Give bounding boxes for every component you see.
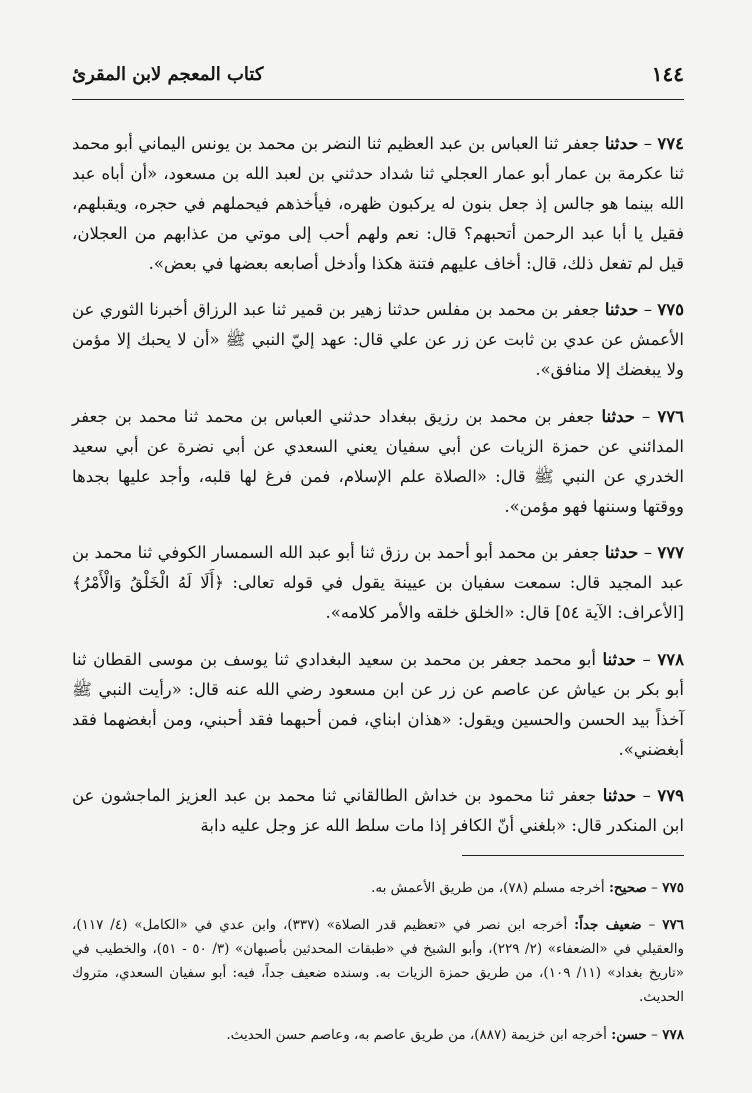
hadith-lead: حدثنا <box>601 406 635 426</box>
page-header <box>72 60 684 90</box>
hadith-777: ٧٧٧ – حدثنا جعفر بن محمد أبو أحمد بن رزق ثنا أبو عبد الله السمسار الكوفي ثنا محمد بن عبد المجيد قال: سمعت سفيان بن عيينة يقول في قوله تعالى: ﴿أَلَا لَهُ الْخَلْقُ وَالْأَمْرُ﴾ [الأعراف: الآية ٥٤] قال: «الخلق خلقه والأمر كلامه». <box>72 543 684 622</box>
hadith-775: ٧٧٥ – حدثنا جعفر بن محمد بن مفلس حدثنا زهير بن قمير ثنا عبد الرزاق أخبرنا الثوري عن الأعمش عن عدي بن ثابت عن زر عن علي قال: عهد إليّ النبي ﷺ «أن لا يحبك إلا مؤمن ولا يبغضك إلا منافق». <box>72 300 685 379</box>
hadith-774: ٧٧٤ – حدثنا جعفر ثنا العباس بن عبد العظيم ثنا النضر بن محمد بن يونس اليماني أبو محمد ثنا عكرمة بن عمار أبو عمار العجلي ثنا شداد حدثني بن لعبد الله بن مسعود، «أن أباه عبد الله بينما هو جالس إذ جعل بنون له يركبون ظهره، فيأخذهم فيحملهم في حجره، ويقبلهم، فقيل يا أبا عبد الرحمن أتحبهم؟ قال: نعم ولهم أحب إلى موتي من عذابهم من العجلان، قيل لم تفعل ذلك، قال: أخاف عليهم فتنة هكذا وأدخل أصابعه بعضها في بعض». <box>72 133 684 273</box>
book-title: كتاب المعجم لابن المقرئ <box>72 64 264 85</box>
hadith-lead: حدثنا <box>602 649 636 669</box>
main-text <box>72 112 684 849</box>
footnote-776: ٧٧٦ – ضعيف جداً: أخرجه ابن نصر في «تعظيم قدر الصلاة» (٣٣٧)، وابن عدي في «الكامل» (٤/ ١١٧)، والعقيلي في «الضعفاء» (٢/ ٢٢٩)، وأبو الشيخ في «طبقات المحدثين بأصبهان» (٣/ ٥٠ - ٥١)، والخطيب في «تاريخ بغداد» (١١/ ١٠٩)، من طريق حمزة الزيات به. وسنده ضعيف جداً، فيه: أبو سفيان السعدي، متروك الحديث. <box>72 917 685 1005</box>
header-divider <box>72 99 684 100</box>
footnote-text: أخرجه ابن نصر في «تعظيم قدر الصلاة» (٣٣٧)، وابن عدي في «الكامل» (٤/ ١١٧)، والعقيلي في «الضعفاء» (٢/ ٢٢٩)، وأبو الشيخ في «طبقات المحدثين بأصبهان» (٣/ ٥٠ - ٥١)، والخطيب في «تاريخ بغداد» (١١/ ١٠٩)، من طريق حمزة الزيات به. وسنده ضعيف جداً، فيه: أبو سفيان السعدي، متروك الحديث. <box>72 917 685 1005</box>
hadith-number: ٧٧٩ <box>657 786 684 805</box>
hadith-text: جعفر ثنا العباس بن عبد العظيم ثنا النضر بن محمد بن يونس اليماني أبو محمد ثنا عكرمة بن عمار أبو عمار العجلي ثنا شداد حدثني بن لعبد الله بن مسعود، «أن أباه عبد الله بينما هو جالس إذ جعل بنون له يركبون ظهره، فيأخذهم فيحملهم في حجره، ويقبلهم، فقيل يا أبا عبد الرحمن أتحبهم؟ قال: نعم ولهم أحب إلى موتي من عذابهم من العجلان، قيل لم تفعل ذلك، قال: أخاف عليهم فتنة هكذا وأدخل أصابعه بعضها في بعض». <box>72 133 684 273</box>
hadith-text: جعفر بن محمد بن مفلس حدثنا زهير بن قمير ثنا عبد الرزاق أخبرنا الثوري عن الأعمش عن عدي بن ثابت عن زر عن علي قال: عهد إليّ النبي ﷺ «أن لا يحبك إلا مؤمن ولا يبغضك إلا منافق». <box>72 300 684 379</box>
footnote-778: ٧٧٨ – حسن: أخرجه ابن خزيمة (٨٨٧)، من طريق عاصم به، وعاصم حسن الحديث. <box>226 1026 684 1043</box>
footnote-number: ٧٧٦ <box>662 917 684 933</box>
hadith-text: جعفر بن محمد بن رزيق ببغداد حدثني العباس بن محمد ثنا محمد بن جعفر المدائني عن حمزة الزيات عن أبي سفيان يعني السعدي عن أبي نضرة عن أبي سعيد الخدري عن النبي ﷺ قال: «الصلاة علم الإسلام، فمن فرغ لها قلبه، وأجد عليها بجدها ووقتها وسننها فهو مؤمن». <box>72 406 684 516</box>
footnote-number: ٧٧٥ <box>662 879 684 896</box>
hadith-779: ٧٧٩ – حدثنا جعفر ثنا محمود بن خداش الطالقاني ثنا محمد بن عبد العزيز الماجشون عن ابن المنكدر قال: «بلغني أنّ الكافر إذا مات سلط الله عز وجل عليه دابة <box>72 786 684 835</box>
hadith-number: ٧٧٥ <box>657 300 685 319</box>
hadith-lead: حدثنا <box>602 786 637 805</box>
footnote-divider <box>462 855 684 856</box>
footnotes <box>72 862 684 1053</box>
footnote-text: أخرجه مسلم (٧٨)، من طريق الأعمش به. <box>371 879 605 896</box>
footnote-grade: ضعيف جداً: <box>574 917 642 933</box>
hadith-text: جعفر بن محمد أبو أحمد بن رزق ثنا أبو عبد الله السمسار الكوفي ثنا محمد بن عبد المجيد قال: سمعت سفيان بن عيينة يقول في قوله تعالى: ﴿أَلَا لَهُ الْخَلْقُ وَالْأَمْرُ﴾ [الأعراف: الآية ٥٤] قال: «الخلق خلقه والأمر كلامه». <box>72 543 684 622</box>
hadith-text: جعفر ثنا محمود بن خداش الطالقاني ثنا محمد بن عبد العزيز الماجشون عن ابن المنكدر قال: «بلغني أنّ الكافر إذا مات سلط الله عز وجل عليه دابة <box>72 786 684 835</box>
hadith-lead: حدثنا <box>604 300 639 319</box>
page-number: ١٤٤ <box>651 62 684 86</box>
hadith-number: ٧٧٨ <box>657 649 684 669</box>
hadith-number: ٧٧٤ <box>657 133 684 153</box>
hadith-lead: حدثنا <box>604 133 639 153</box>
footnote-text: أخرجه ابن خزيمة (٨٨٧)، من طريق عاصم به، وعاصم حسن الحديث. <box>226 1026 607 1043</box>
footnote-grade: صحيح: <box>608 879 647 896</box>
footnote-775: ٧٧٥ – صحيح: أخرجه مسلم (٧٨)، من طريق الأعمش به. <box>371 879 684 896</box>
hadith-text: أبو محمد جعفر بن محمد بن سعيد البغدادي ثنا يوسف بن موسى القطان ثنا أبو بكر بن عياش عن عاصم عن زر عن ابن مسعود رضي الله عنه قال: «رأيت النبي ﷺ آخذاً بيد الحسن والحسين ويقول: «هذان ابناي، فمن أحبهما فقد أحبني، ومن أبغضهما فقد أبغضني». <box>72 649 684 759</box>
hadith-lead: حدثنا <box>604 543 639 562</box>
hadith-778: ٧٧٨ – حدثنا أبو محمد جعفر بن محمد بن سعيد البغدادي ثنا يوسف بن موسى القطان ثنا أبو بكر بن عياش عن عاصم عن زر عن ابن مسعود رضي الله عنه قال: «رأيت النبي ﷺ آخذاً بيد الحسن والحسين ويقول: «هذان ابناي، فمن أحبهما فقد أحبني، ومن أبغضهما فقد أبغضني». <box>72 649 684 759</box>
footnote-number: ٧٧٨ <box>662 1026 684 1043</box>
hadith-number: ٧٧٧ <box>657 543 684 562</box>
footnote-grade: حسن: <box>611 1026 647 1043</box>
hadith-number: ٧٧٦ <box>657 406 684 426</box>
hadith-776: ٧٧٦ – حدثنا جعفر بن محمد بن رزيق ببغداد حدثني العباس بن محمد ثنا محمد بن جعفر المدائني عن حمزة الزيات عن أبي سفيان يعني السعدي عن أبي نضرة عن أبي سعيد الخدري عن النبي ﷺ قال: «الصلاة علم الإسلام، فمن فرغ لها قلبه، وأجد عليها بجدها ووقتها وسننها فهو مؤمن». <box>72 406 684 516</box>
